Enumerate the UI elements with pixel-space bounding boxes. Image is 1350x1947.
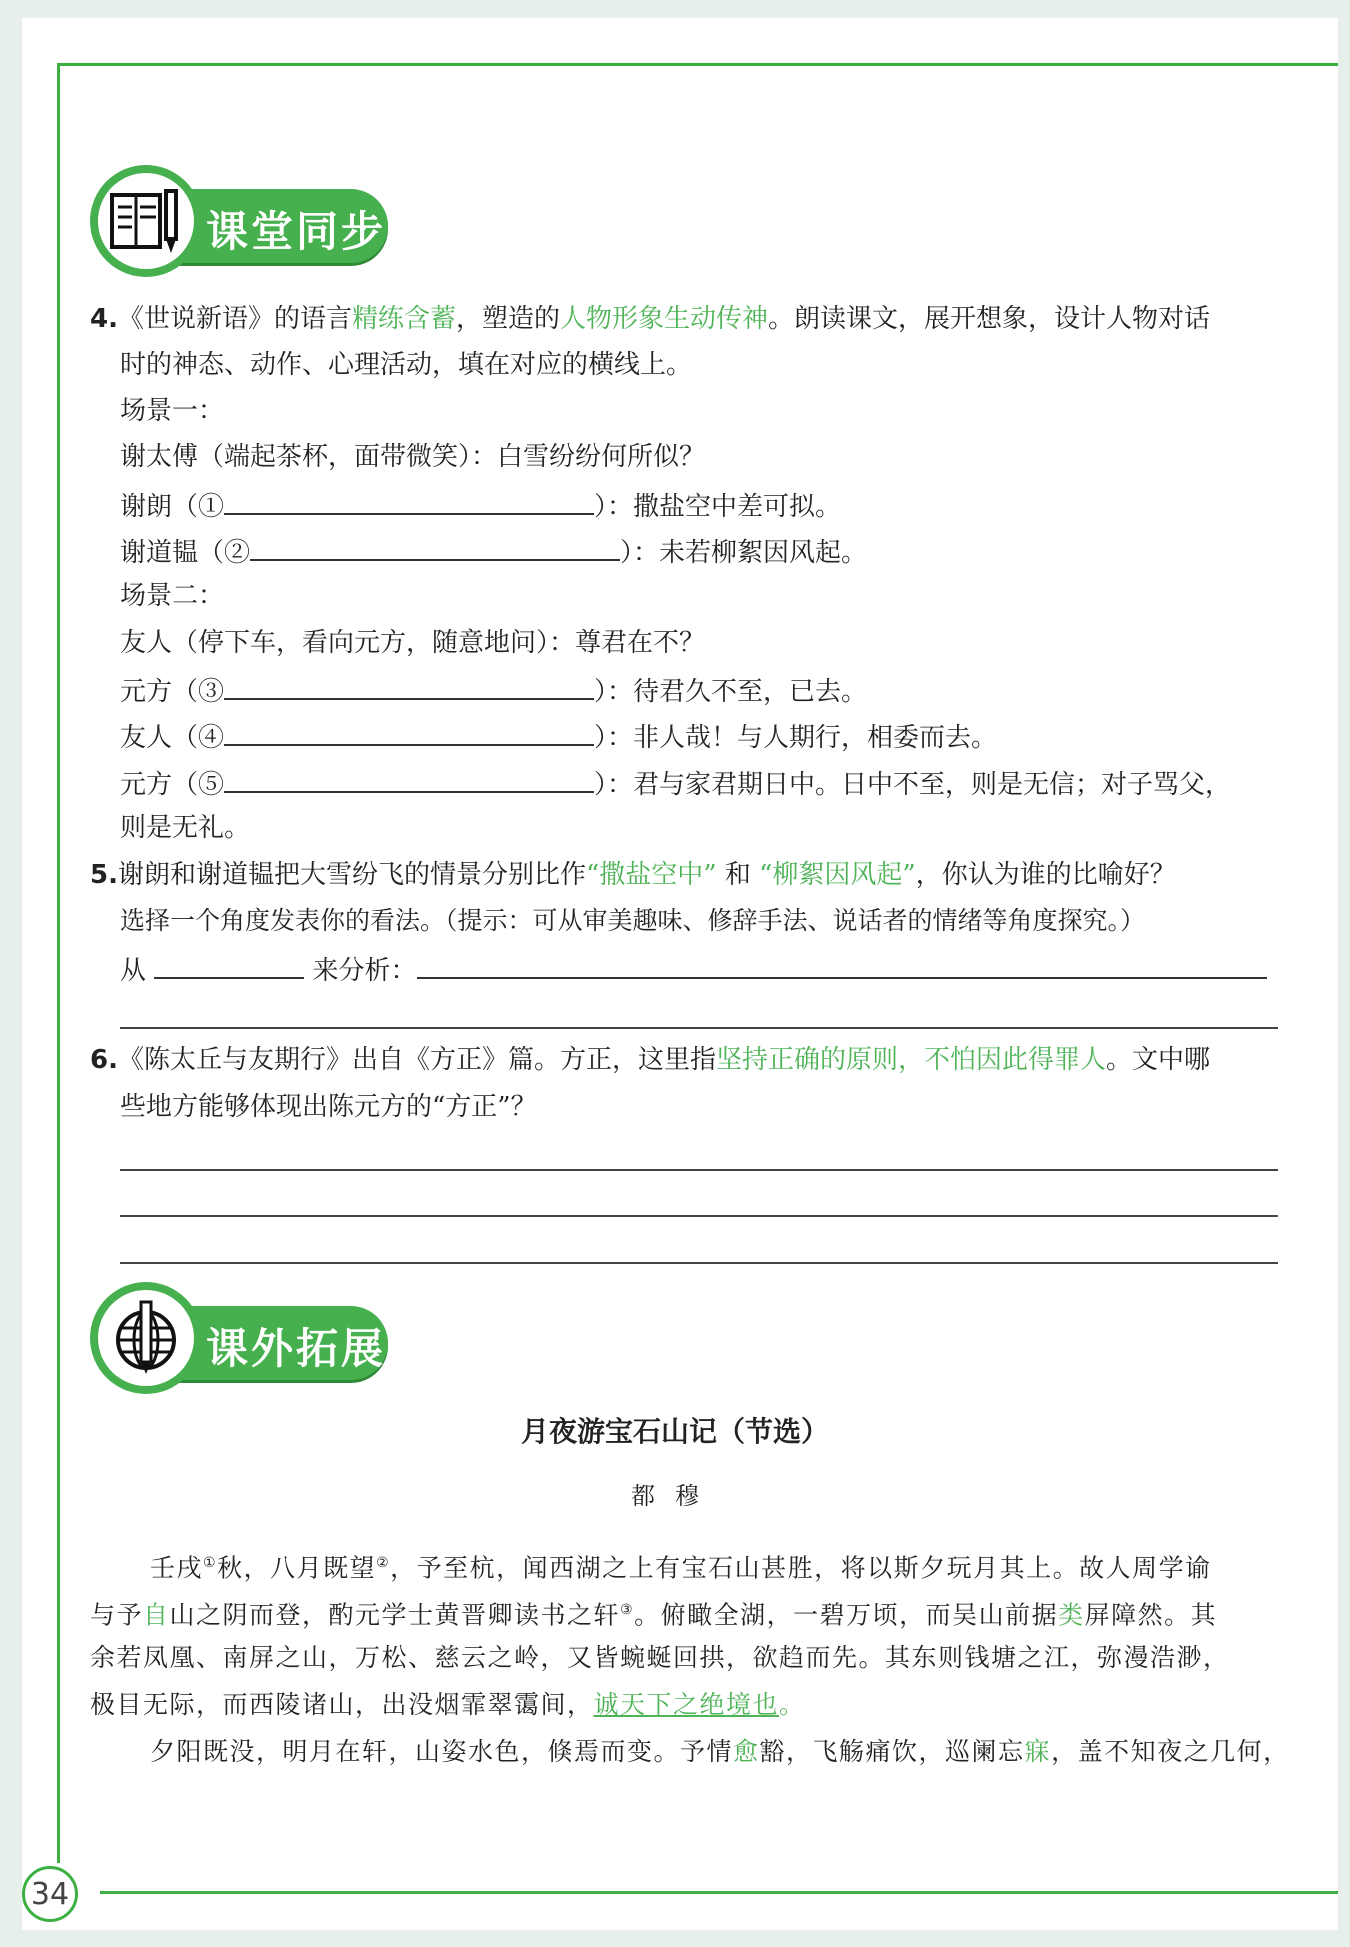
q6-line1: 6.《陈太丘与友期行》出自《方正》篇。方正，这里指坚持正确的原则，不怕因此得罪人。文中哪 (90, 1045, 1211, 1075)
scene2-line1: 友人（停下车，看向元方，随意地问）：尊君在不？ (120, 628, 706, 658)
frame-left-border (57, 63, 60, 1863)
page-number: 34 (22, 1866, 78, 1922)
answer-blank-3[interactable] (224, 666, 594, 700)
scene2-label: 场景二： (120, 581, 225, 611)
scene2-line2: 元方（③ ）：待君久不至，已去。 (120, 666, 867, 715)
answer-blank-4[interactable] (224, 712, 594, 746)
section-title: 课外拓展 (206, 1324, 387, 1373)
globe-pen-icon (106, 1298, 186, 1378)
frame-bottom-border (100, 1891, 1338, 1894)
section-badge-circle (90, 165, 202, 277)
angle-blank[interactable] (154, 945, 304, 979)
q6-line2: 些地方能够体现出陈元方的“方正”？ (120, 1092, 537, 1122)
essay-p1-line3: 余若凤凰、南屏之山，万松、慈云之岭，又皆蜿蜒回拱，欲趋而先。其东则钱塘之江，弥漫浩渺， (90, 1643, 1230, 1672)
section-badge-circle (90, 1282, 202, 1394)
essay-p2-line1: 夕阳既没，明月在轩，山姿水色，倏焉而变。予情愈豁，飞觞痛饮，巡阑忘寐，盖不知夜之几何， (150, 1737, 1290, 1766)
scene1-line1: 谢太傅（端起茶杯，面带微笑）：白雪纷纷何所似？ (120, 442, 706, 472)
reading-title: 月夜游宝石山记（节选） (520, 1415, 829, 1448)
scene2-line5: 则是无礼。 (120, 813, 251, 843)
q6-answer-line-2[interactable] (120, 1215, 1278, 1217)
essay-p1-line2: 与予自山之阴而登，酌元学士黄晋卿读书之轩③。俯瞰全湖，一碧万顷，而吴山前据类屏障然。其 (90, 1600, 1218, 1630)
answer-blank-1[interactable] (224, 481, 594, 515)
q5-line1: 5.谢朗和谢道韫把大雪纷飞的情景分别比作“撒盐空中” 和 “柳絮因风起”，你认为谁的比喻好？ (90, 860, 1176, 890)
section-badge-extension (90, 1282, 410, 1402)
book-pencil-icon (106, 181, 186, 261)
essay-p1-line1: 壬戌①秋，八月既望②，予至杭，闻西湖之上有宝石山甚胜，将以斯夕玩月其上。故人周学谕 (150, 1553, 1212, 1583)
q4-line1: 4.《世说新语》的语言精练含蓄，塑造的人物形象生动传神。朗读课文，展开想象，设计人物对话 (90, 304, 1211, 334)
essay-p1-line4: 极目无际，而西陵诸山，出没烟霏翠霭间，诚天下之绝境也。 (90, 1690, 806, 1719)
answer-blank-5[interactable] (224, 759, 594, 793)
scene2-line4: 元方（⑤ ）：君与家君期日中。日中不至，则是无信；对子骂父， (120, 759, 1231, 808)
q5-line2: 选择一个角度发表你的看法。（提示：可从审美趣味、修辞手法、说话者的情绪等角度探究。） (120, 906, 1146, 935)
reading-author: 都穆 (631, 1482, 719, 1510)
q6-answer-line-1[interactable] (120, 1169, 1278, 1171)
section-badge-classroom (90, 165, 410, 285)
scene1-line3: 谢道韫（② ）：未若柳絮因风起。 (120, 527, 867, 576)
scene2-line3: 友人（④ ）：非人哉！与人期行，相委而去。 (120, 712, 997, 761)
section-title: 课堂同步 (206, 207, 387, 256)
answer-blank-2[interactable] (250, 527, 620, 561)
scene1-label: 场景一： (120, 396, 225, 426)
q5-answer-line[interactable] (120, 1027, 1278, 1029)
q4-line2: 时的神态、动作、心理活动，填在对应的横线上。 (120, 350, 693, 380)
q6-answer-line-3[interactable] (120, 1262, 1278, 1264)
q5-line3: 从 来分析： (120, 945, 1267, 994)
scene1-line2: 谢朗（① ）：撒盐空中差可拟。 (120, 481, 841, 530)
frame-top-border (58, 63, 1338, 66)
analysis-blank[interactable] (417, 945, 1267, 979)
